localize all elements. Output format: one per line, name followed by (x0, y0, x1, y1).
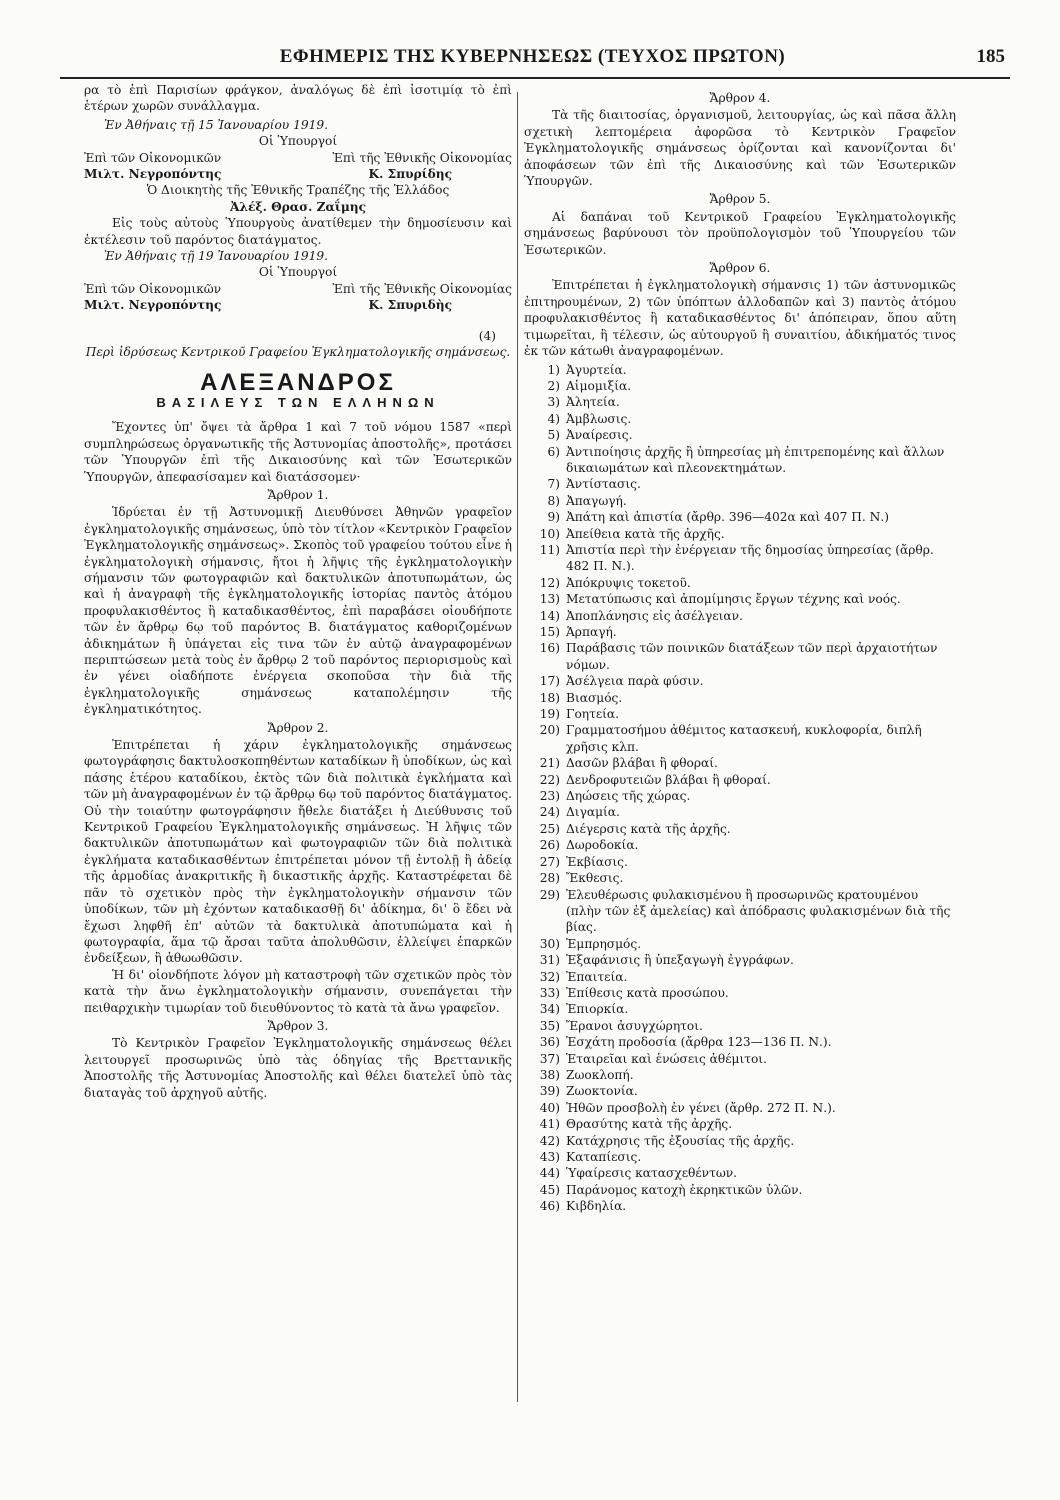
list-item-text: Ἐξαφάνισις ἢ ὑπεξαγωγὴ ἐγγράφων. (566, 953, 794, 968)
list-item-number: 39) (539, 1084, 560, 1099)
list-item-number: 25) (539, 821, 560, 836)
list-item (524, 526, 956, 542)
list-item (524, 1100, 956, 1116)
list-item (524, 706, 956, 722)
list-item-text: Διγαμία. (566, 805, 620, 820)
list-item-number: 10) (539, 526, 560, 541)
list-item-text: Ἀσέλγεια παρὰ φύσιν. (566, 674, 704, 689)
list-item (524, 1116, 956, 1132)
date-line-2: Ἐν Ἀθήναις τῇ 19 Ἰανουαρίου 1919. (104, 249, 328, 264)
list-item (524, 1133, 956, 1149)
offence-list (524, 362, 956, 1215)
article-3-heading: Ἄρθρον 3. (267, 1018, 329, 1033)
list-item-text: Ἐμπρησμός. (566, 936, 642, 951)
article-5-text: Αἱ δαπάναι τοῦ Κεντρικοῦ Γραφείου Ἐγκληματολογικῆς σημάνσεως βαρύνουσι τὸν προϋπολογισμὸν τοῦ Ὑπουργείου τῶν Ἐσωτερικῶν. (524, 209, 956, 257)
list-item-text: Ἀπόκρυψις τοκετοῦ. (566, 575, 691, 590)
list-item-text: Παράνομος κατοχὴ ἐκρηκτικῶν ὑλῶν. (566, 1182, 803, 1197)
list-item (524, 608, 956, 624)
list-item-number: 29) (539, 887, 560, 902)
list-item (524, 1018, 956, 1034)
list-item-number: 46) (539, 1199, 560, 1214)
list-item-number: 34) (539, 1002, 560, 1017)
bank-governor-name: Ἀλέξ. Θρασ. Ζαΐμης (229, 199, 367, 214)
list-item-number: 40) (539, 1100, 560, 1115)
list-item-text: Ζωοκτονία. (566, 1084, 638, 1099)
list-item (524, 887, 956, 936)
list-item-number: 31) (539, 953, 560, 968)
list-item-text: Ἀπάτη καὶ ἀπιστία (ἄρθρ. 396—402α καὶ 407 Π. Ν.) (566, 510, 889, 525)
date-line-1: Ἐν Ἀθήναις τῇ 15 Ἰανουαρίου 1919. (104, 117, 328, 132)
list-item (524, 772, 956, 788)
list-item-text: Ἁρπαγή. (566, 625, 617, 639)
list-item-number: 41) (539, 1117, 560, 1132)
header-rule (60, 77, 1010, 79)
gazette-title: ΕΦΗΜΕΡΙΣ ΤΗΣ ΚΥΒΕΡΝΗΣΕΩΣ (ΤΕΥΧΟΣ ΠΡΩΤΟΝ) (279, 46, 786, 67)
list-item (524, 755, 956, 771)
left-column (84, 82, 512, 1101)
list-item-number: 22) (539, 772, 560, 787)
list-item-number: 43) (539, 1150, 560, 1164)
list-item-text: Δασῶν βλάβαι ἢ φθοραί. (566, 756, 718, 771)
list-item-text: Ἀγυρτεία. (566, 362, 627, 377)
list-item (524, 837, 956, 853)
list-item-text: Ἀντιποίησις ἀρχῆς ἢ ὑπηρεσίας μὴ ἐπιτρεπομένης καὶ ἄλλων δικαιωμάτων καὶ πλεονεκτημάτων. (566, 444, 945, 475)
signature-titles-1 (84, 150, 512, 166)
list-item-text: Θρασύτης κατὰ τῆς ἀρχῆς. (566, 1117, 733, 1132)
list-item (524, 821, 956, 837)
article-2-heading: Ἄρθρον 2. (267, 720, 329, 735)
list-item-number: 16) (539, 641, 560, 656)
list-item-number: 12) (539, 575, 560, 590)
list-item-number: 37) (539, 1051, 560, 1066)
article-6-text: Ἐπιτρέπεται ἡ ἐγκληματολογικὴ σήμανσις 1) τῶν ἀστυνομικῶς ἐπιτηρουμένων, 2) τῶν ὑπόπτων ἀλλοδαπῶν καὶ 3) παντὸς ἀτόμου προφυλακισθέντος ἢ καταδικασθέντος δι' ἀπόπειραν, ὅπου αὕτη τιμωρεῖται, ἢ τέλεσιν, ὡς αὐτουργοῦ ἢ συναιτίου, ἀδικήματός τινος ἐκ τῶν κάτωθι ἀναγραφομένων. (524, 278, 956, 359)
list-item-text: Αἱμομιξία. (566, 378, 632, 393)
list-item-text: Ἐπίθεσις κατὰ προσώπου. (566, 985, 729, 1000)
signature-name-right: Κ. Σπυρίδης (368, 167, 452, 182)
list-item (524, 444, 956, 477)
list-item (524, 1165, 956, 1181)
page-number: 185 (976, 46, 1005, 67)
list-item-text: Δηώσεις τῆς χώρας. (566, 789, 691, 804)
list-item-text: Ἀμβλωσις. (566, 411, 632, 426)
list-item-number: 21) (539, 756, 560, 771)
list-item (524, 542, 956, 575)
list-item-number: 44) (539, 1166, 560, 1181)
list-item-text: Ἔκθεσις. (566, 871, 624, 886)
list-item-text: Κιβδηλία. (566, 1199, 627, 1214)
list-item-text: Ἑταιρεῖαι καὶ ἑνώσεις ἀθέμιτοι. (566, 1051, 767, 1066)
list-item (524, 870, 956, 886)
list-item (524, 378, 956, 394)
list-item (524, 936, 956, 952)
list-item (524, 854, 956, 870)
list-item (524, 1001, 956, 1017)
list-item-number: 45) (539, 1182, 560, 1197)
list-item-text: Ἀπείθεια κατὰ τῆς ἀρχῆς. (566, 526, 725, 541)
signature-title-right: Ἐπὶ τῆς Ἐθνικῆς Οἰκονομίας (332, 281, 512, 296)
list-item-number: 19) (539, 707, 560, 722)
list-item-number: 3) (547, 395, 560, 410)
list-item (524, 427, 956, 443)
intro-paragraph: ρα τὸ ἐπὶ Παρισίων φράγκον, ἀναλόγως δὲ ἐπὶ ἰσοτιμίᾳ τὸ ἐπὶ ἑτέρων χωρῶν συνάλλαγμα. (84, 83, 512, 114)
list-item-text: Ὑφαίρεσις κατασχεθέντων. (566, 1166, 738, 1181)
list-item (524, 969, 956, 985)
list-item (524, 1149, 956, 1165)
article-2-text-1: Ἐπιτρέπεται ἡ χάριν ἐγκληματολογικῆς σημάνσεως φωτογράφησις δακτυλοσκοπηθέντων καταδίκων ἢ ὑποδίκων, ὡς καὶ πάσης ἑτέρου καταδίκου, ἐκτὸς τῶν διὰ πολιτικὰ ἐγκλήματα καὶ τῶν μὴ ἀναγραφομένων ἐν τῷ ἄρθρῳ 6ῳ τοῦ παρόντος διατάγματος. Οὐ τὴν τοιαύτην φωτογράφησιν ἤθελε διατάξει ἡ Διεύθυνσις τοῦ Κεντρικοῦ Γραφείου Ἐγκληματολογικῆς σημάνσεως. Ἡ λῆψις τῶν δακτυλικῶν ἀποτυπωμάτων καὶ φωτογραφιῶν τῶν διὰ πολιτικὰ ἐγκλήματα καταδικασθέντων ἐπιτρέπεται μόνον τῇ ἐντολῇ ἢ ἀδείᾳ τῆς ἁρμοδίας ἀνακριτικῆς ἢ δικαστικῆς ἀρχῆς. Καταστρέφεται δὲ πᾶν τὸ σχετικὸν πρὸς τὴν ἐγκληματολογικὴν σήμανσιν τῶν ὑποδίκων, τῶν μὴ ἐχόντων καταδικασθῇ δι' ἀδίκημα, δι' ὃ ἔδει νὰ ἔχωσι ληφθῆ ἐπ' αὐτῶν τὰ δακτυλικὰ ἀποτυπώματα καὶ ἡ φωτογραφία, ἅμα τῷ ἄρσαι ταῦτα ἀπολυθῶσιν, ἐλλείψει ἐπαρκῶν ἐνδείξεων, ἢ ἀθωωθῶσιν. (84, 738, 512, 966)
page-header (40, 46, 1025, 76)
list-item-number: 17) (539, 674, 560, 689)
signature-titles-2 (84, 281, 512, 297)
bank-governor-title: Ὁ Διοικητὴς τῆς Ἐθνικῆς Τραπέζης τῆς Ἑλλάδος (146, 183, 450, 198)
list-item-text: Ἔρανοι ἀσυγχώρητοι. (566, 1018, 703, 1033)
list-item-text: Ἀλητεία. (566, 395, 620, 410)
list-item-number: 18) (539, 690, 560, 705)
list-item (524, 493, 956, 509)
list-item-text: Ἀπαγωγή. (566, 493, 627, 508)
list-item (524, 804, 956, 820)
list-item-number: 33) (539, 985, 560, 1000)
list-item-number: 4) (547, 411, 560, 426)
article-1-heading: Ἄρθρον 1. (267, 487, 329, 502)
list-item-number: 9) (547, 510, 560, 525)
list-item (524, 952, 956, 968)
list-item (524, 673, 956, 689)
list-item-number: 15) (539, 625, 560, 639)
list-item-text: Ἀπιστία περὶ τὴν ἐνέργειαν τῆς δημοσίας ὑπηρεσίας (ἄρθρ. 482 Π. Ν.). (566, 542, 934, 574)
list-item-text: Γοητεία. (566, 707, 620, 722)
list-item-number: 28) (539, 871, 560, 886)
list-item (524, 985, 956, 1001)
list-item (524, 509, 956, 525)
list-item-text: Ἐκβίασις. (566, 854, 628, 869)
list-item-number: 27) (539, 854, 560, 869)
list-item-text: Διέγερσις κατὰ τῆς ἀρχῆς. (566, 821, 731, 836)
list-item-number: 8) (547, 493, 560, 508)
list-item (524, 1067, 956, 1083)
list-item-text: Ἀποπλάνησις εἰς ἀσέλγειαν. (566, 608, 743, 623)
list-item-text: Γραμματοσήμου ἀθέμιτος κατασκευή, κυκλοφορία, διπλῆ χρῆσις κλπ. (566, 723, 922, 754)
list-item-number: 14) (539, 608, 560, 623)
list-item (524, 1051, 956, 1067)
list-item-number: 36) (539, 1035, 560, 1050)
right-column (524, 88, 956, 1215)
list-item-text: Δωροδοκία. (566, 838, 639, 853)
king-subtitle: ΒΑΣΙΛΕΥΣ ΤΩΝ ΕΛΛΗΝΩΝ (156, 394, 440, 410)
list-item-text: Ἐπαιτεία. (566, 969, 628, 984)
list-item-number: 35) (539, 1018, 560, 1033)
list-item-number: 32) (539, 969, 560, 984)
ministers-label-2: Οἱ Ὑπουργοί (258, 265, 338, 280)
list-item-number: 20) (539, 723, 560, 738)
list-item (524, 788, 956, 804)
list-item-text: Βιασμός. (566, 690, 623, 705)
list-item-number: 7) (547, 477, 560, 492)
list-item-number: 2) (547, 378, 560, 393)
list-item-number: 11) (539, 542, 560, 557)
assignment-paragraph: Εἰς τοὺς αὐτοὺς Ὑπουργοὺς ἀνατίθεμεν τὴν δημοσίευσιν καὶ ἐκτέλεσιν τοῦ παρόντος διατάγματος. (84, 216, 512, 247)
signature-names-1 (84, 166, 512, 182)
decree-title: Περὶ ἱδρύσεως Κεντρικοῦ Γραφείου Ἐγκληματολογικῆς σημάνσεως. (85, 345, 511, 360)
list-item (524, 640, 956, 673)
list-item-number: 13) (539, 592, 560, 607)
decree-number: (4) (478, 328, 496, 343)
list-item-text: Κατάχρησις τῆς ἐξουσίας τῆς ἀρχῆς. (566, 1133, 795, 1148)
list-item-text: Ἐσχάτη προδοσία (ἄρθρα 123—136 Π. Ν.). (566, 1035, 832, 1050)
column-divider (517, 92, 518, 1402)
preamble-paragraph: Ἔχοντες ὑπ' ὄψει τὰ ἄρθρα 1 καὶ 7 τοῦ νόμου 1587 «περὶ συμπληρώσεως ὀργανωτικῆς τῆς Ἀστυνομίας ἀποστολῆς», προτάσει τῶν Ὑπουργῶν ἐπὶ τῆς Δικαιοσύνης καὶ τῶν Ἐσωτερικῶν Ὑπουργῶν, ἀπεφασίσαμεν καὶ διατάσσομεν· (84, 420, 512, 484)
list-item-number: 24) (539, 805, 560, 820)
list-item-number: 38) (539, 1067, 560, 1082)
list-item (524, 624, 956, 640)
list-item (524, 1198, 956, 1214)
article-5-heading: Ἄρθρον 5. (709, 192, 771, 207)
list-item-text: Ἀντίστασις. (566, 477, 641, 492)
list-item (524, 1182, 956, 1198)
article-4-heading: Ἄρθρον 4. (709, 91, 771, 105)
list-item (524, 1034, 956, 1050)
list-item-text: Ἠθῶν προσβολὴ ἐν γένει (ἄρθρ. 272 Π. Ν.). (566, 1100, 836, 1115)
list-item-number: 30) (539, 936, 560, 951)
list-item-text: Μετατύπωσις καὶ ἀπομίμησις ἔργων τέχνης καὶ νοός. (566, 592, 901, 607)
list-item-text: Ἀναίρεσις. (566, 428, 633, 443)
list-item (524, 362, 956, 378)
list-item-text: Ἐπιορκία. (566, 1002, 629, 1017)
signature-title-left: Ἐπὶ τῶν Οἰκονομικῶν (84, 150, 222, 165)
list-item-number: 1) (547, 362, 560, 377)
signature-title-left: Ἐπὶ τῶν Οἰκονομικῶν (84, 281, 222, 296)
list-item-text: Παράβασις τῶν ποινικῶν διατάξεων τῶν περὶ ἀρχαιοτήτων νόμων. (566, 641, 938, 672)
list-item-number: 26) (539, 838, 560, 853)
article-3-text: Τὸ Κεντρικὸν Γραφεῖον Ἐγκληματολογικῆς σημάνσεως θέλει λειτουργεῖ προσωρινῶς ὑπὸ τὰς ὁδηγίας τῆς Βρεττανικῆς Ἀποστολῆς τῆς Ἀστυνομίας Ἀποστολῆς καὶ θέλει διατελεῖ ὑπὸ τὰς διαταγὰς τοῦ ἀρχηγοῦ αὐτῆς. (84, 1036, 512, 1100)
list-item-text: Καταπίεσις. (566, 1150, 642, 1164)
list-item (524, 690, 956, 706)
list-item-text: Ζωοκλοπή. (566, 1067, 634, 1082)
list-item (524, 722, 956, 755)
ministers-label-1: Οἱ Ὑπουργοί (258, 134, 338, 149)
list-item-number: 23) (539, 789, 560, 804)
list-item-text: Ἐλευθέρωσις φυλακισμένου ἢ προσωρινῶς κρατουμένου (πλὴν τῶν ἐξ ἀμελείας) καὶ ἀπόδρασις φυλακισμένων διὰ τῆς βίας. (566, 887, 951, 935)
article-4-text: Τὰ τῆς διαιτοσίας, ὀργανισμοῦ, λειτουργίας, ὡς καὶ πᾶσα ἄλλη σχετικὴ λεπτομέρεια ἀφορῶσα τὸ Κεντρικὸν Γραφεῖον Ἐγκληματολογικῆς σημάνσεως ὁρίζονται καὶ κανονίζονται δι' ἀποφάσεων τῶν ἐπὶ τῆς Δικαιοσύνης καὶ τῶν Ἐσωτερικῶν Ὑπουργῶν. (524, 108, 956, 189)
signature-title-right: Ἐπὶ τῆς Ἐθνικῆς Οἰκονομίας (332, 150, 512, 165)
signature-name-right: Κ. Σπυριδὴς (368, 298, 452, 313)
list-item-text: Δενδροφυτειῶν βλάβαι ἢ φθοραί. (566, 772, 771, 787)
list-item-number: 6) (547, 444, 560, 459)
article-1-text: Ἱδρύεται ἐν τῇ Ἀστυνομικῇ Διευθύνσει Ἀθηνῶν γραφεῖον ἐγκληματολογικῆς σημάνσεως, ὑπὸ τὸν τίτλον «Κεντρικὸν Γραφεῖον Ἐγκληματολογικῆς σημάνσεως». Σκοπὸς τοῦ γραφείου τούτου εἶνε ἡ ἐγκληματολογικὴ σήμανσις, ἤτοι ἡ λῆψις τῆς ἐγκληματολογικὴν σήμανσιν τῶν φωτογραφιῶν καὶ δακτυλικῶν ἀποτυπωμάτων, ὡς καὶ ἡ ἀναγραφὴ τῆς ἐγκληματολογικῆς ἱστορίας παντὸς ἀτόμου προφυλακισθέντος ἢ καταδικασθέντος, ἐπὶ παραβάσει οἱουδήποτε τῶν ἐν ἄρθρῳ 6ῳ τοῦ παρόντος Β. διατάγματος καθοριζομένων ἀδικημάτων ἢ ὑπάγεται εἰς τινα τῶν ἐν αὐτῷ ἀναγραφομένων περιπτώσεων μετὰ τοὺς ἐν ἄρθρῳ 2 τοῦ παρόντος περιορισμοὺς καὶ ἐν γένει οἱαδήποτε ἐνέργεια σκοποῦσα τὴν διὰ τῆς ἐγκληματολογικῆς σημάνσεως καταπολέμησιν τῆς ἐγκληματικότητος. (84, 505, 512, 717)
article-6-heading: Ἄρθρον 6. (709, 261, 771, 276)
list-item-number: 42) (539, 1133, 560, 1148)
signature-name-left: Μιλτ. Νεγροπόντης (84, 298, 222, 313)
king-name: ΑΛΕΞΑΝΔΡΟΣ (200, 368, 396, 396)
signature-name-left: Μιλτ. Νεγροπόντης (84, 167, 222, 182)
list-item (524, 476, 956, 492)
list-item-number: 5) (547, 428, 560, 443)
signature-names-2 (84, 297, 512, 313)
list-item (524, 575, 956, 591)
list-item (524, 1083, 956, 1099)
article-2-text-2: Ἡ δι' οἱονδήποτε λόγον μὴ καταστροφὴ τῶν σχετικῶν πρὸς τὸν κατὰ τὴν ἄνω ἐγκληματολογικὴν σήμανσιν, συνεπάγεται τὴν πειθαρχικὴν τιμωρίαν τοῦ διευθύνοντος τὸ κατὰ τὰ ἄνω γραφεῖον. (84, 967, 512, 1015)
list-item (524, 591, 956, 607)
list-item (524, 411, 956, 427)
list-item (524, 394, 956, 410)
